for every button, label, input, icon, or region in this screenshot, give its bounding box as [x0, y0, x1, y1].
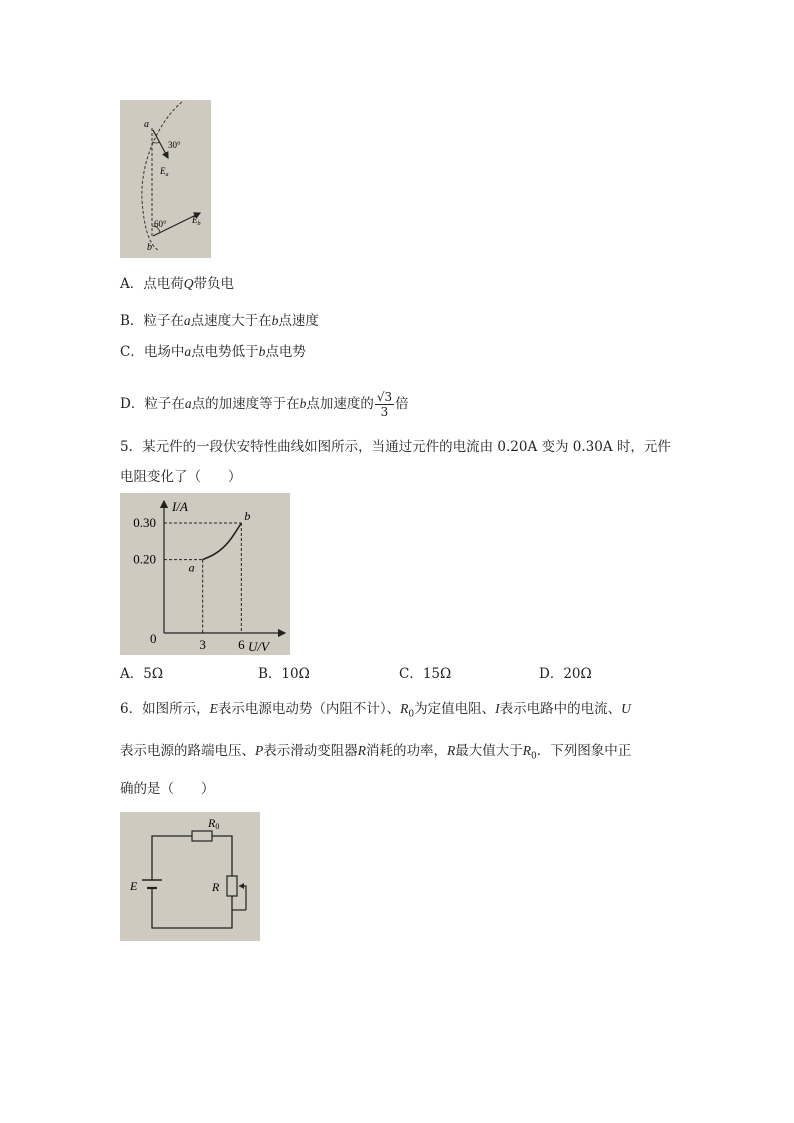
var-r: R: [357, 743, 366, 758]
option-text: B．粒子在: [120, 313, 184, 329]
var-q: Q: [183, 276, 194, 291]
x-tick-label: 6: [238, 637, 245, 652]
label-angle-60: 60°: [154, 219, 167, 229]
option-text: A．点电荷: [120, 276, 184, 292]
fraction: [375, 390, 394, 419]
y-tick-label: 0.30: [133, 515, 156, 530]
var-u: U: [621, 701, 631, 716]
iu-chart-svg: [120, 493, 290, 655]
option-text: 点电势低于: [191, 344, 259, 360]
q6-text: 最大值大于: [455, 743, 523, 759]
q5-line1: 5．某元件的一段伏安特性曲线如图所示，当通过元件的电流由 0.20A 变为 0.30A 时，元件: [120, 439, 671, 455]
option-text: D．粒子在: [120, 396, 185, 412]
var-a: a: [184, 396, 192, 411]
option-text: C．电场中: [120, 344, 185, 360]
option-a: [120, 275, 234, 293]
option-text: 点速度大于在: [190, 313, 272, 329]
var-e: E: [209, 701, 218, 716]
q5-option-a: A．5Ω: [120, 666, 164, 682]
option-b: [120, 312, 319, 330]
figure-circuit: [120, 812, 260, 941]
slider-wire: [239, 886, 246, 910]
option-d: [120, 390, 409, 419]
option-text: 点的加速度等于在: [191, 396, 300, 412]
q6-line1: [120, 700, 631, 724]
var-r0: R: [400, 701, 409, 716]
option-c: [120, 343, 306, 361]
q6-line2: [120, 742, 631, 766]
x-tick-label: 3: [199, 637, 206, 652]
resistor-r0: [192, 831, 212, 841]
var-p: P: [255, 743, 264, 758]
rheostat-r: [227, 876, 237, 896]
label-b: b: [147, 242, 152, 253]
wire-top-right: [212, 836, 232, 876]
var-b: b: [258, 344, 266, 359]
figure-electric-field: [120, 100, 211, 258]
q5-option-b: B．10Ω: [258, 666, 310, 682]
var-a: a: [184, 344, 192, 359]
var-i: I: [495, 701, 500, 716]
option-text: 点速度: [278, 313, 319, 329]
angle-arc-a: [152, 142, 160, 143]
q6-text: 消耗的功率，: [366, 743, 447, 759]
wire-top-left: [152, 836, 192, 876]
q6-text: ．下列图象中正: [536, 743, 632, 759]
label-angle-30: 30°: [168, 140, 181, 150]
q6-line3: 确的是（ ）: [120, 781, 215, 797]
var-b: b: [299, 396, 307, 411]
var-r: R: [447, 743, 456, 758]
ea-arrow: [153, 130, 168, 158]
x-axis-label: U/V: [248, 639, 269, 654]
var-b: b: [271, 313, 279, 328]
point-label-a: a: [188, 560, 195, 575]
q6-text: 为定值电阻、: [414, 701, 496, 717]
option-text: 点加速度的: [306, 396, 374, 412]
option-text: 倍: [395, 396, 409, 412]
subscript: 0: [531, 751, 537, 762]
option-text: 带负电: [193, 276, 234, 292]
y-tick-label: 0.20: [133, 551, 156, 567]
subscript: 0: [408, 709, 415, 720]
slider-arrow-icon: [239, 883, 244, 889]
var-a: a: [183, 313, 191, 328]
q6-text: 表示电路中的电流、: [499, 701, 622, 717]
fraction-denominator: 3: [380, 405, 389, 419]
label-eb: $E_b$: [192, 215, 201, 227]
label-r0: R0: [208, 816, 220, 831]
iu-curve: [203, 523, 242, 560]
fraction-numerator: √3: [376, 390, 393, 404]
y-axis-label: I/A: [172, 499, 188, 514]
q5-option-c: C．15Ω: [399, 666, 452, 682]
label-ea: $E_a$: [160, 166, 169, 178]
q6-text: 表示电源电动势（内阻不计）、: [217, 701, 401, 717]
label-a: a: [144, 119, 149, 130]
option-text: 点电势: [265, 344, 306, 360]
q6-text: 表示电源的路端电压、: [120, 743, 255, 759]
label-e: E: [130, 879, 138, 893]
figure-iu-chart: [120, 493, 290, 655]
wire-bottom: [152, 892, 232, 928]
q5-line2: 电阻变化了（ ）: [120, 469, 242, 485]
q5-option-d: D．20Ω: [539, 666, 592, 682]
q6-text: 6．如图所示，: [120, 701, 210, 717]
point-label-b: b: [244, 509, 251, 523]
label-r: R: [212, 880, 220, 894]
var-r0: R: [522, 743, 531, 758]
field-diagram: [120, 100, 211, 258]
origin-label: 0: [150, 631, 157, 646]
circuit-svg: [120, 812, 260, 941]
q6-text: 表示滑动变阻器: [263, 743, 358, 759]
